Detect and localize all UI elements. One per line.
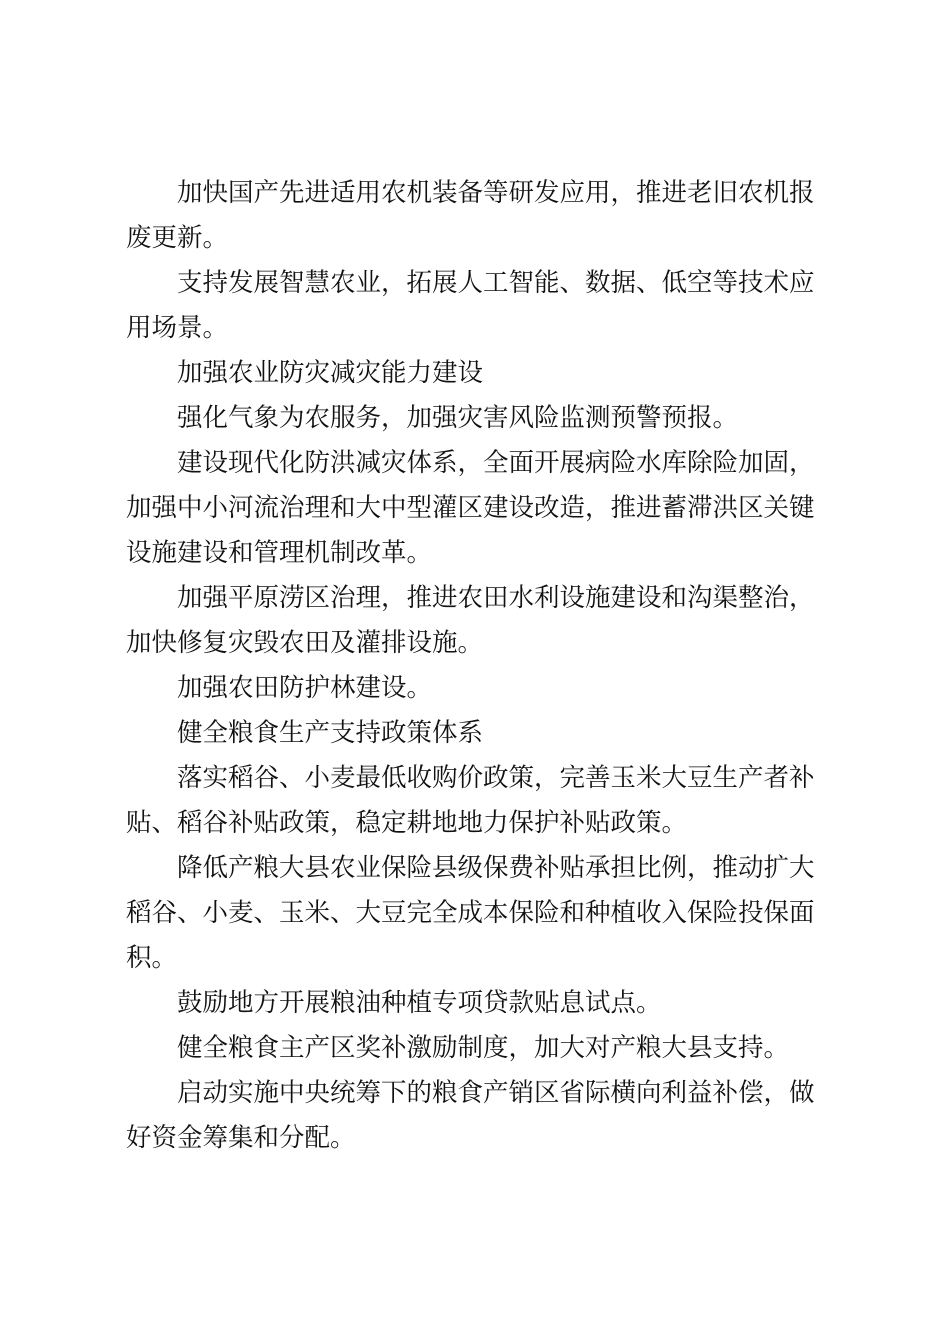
paragraph-incentive-system: 健全粮食主产区奖补激励制度，加大对产粮大县支持。 xyxy=(177,1033,790,1063)
paragraph-smart-agriculture: 支持发展智慧农业，拓展人工智能、数据、低空等技术应用场景。 xyxy=(126,268,815,343)
paragraph-waterlogging-control: 加强平原涝区治理，推进农田水利设施建设和沟渠整治，加快修复灾毁农田及灌排设施。 xyxy=(126,583,815,658)
paragraph-minimum-purchase-price: 落实稻谷、小麦最低收购价政策，完善玉米大豆生产者补贴、稻谷补贴政策，稳定耕地地力保护补贴政策。 xyxy=(126,763,815,838)
paragraph-interprovincial-compensation: 启动实施中央统筹下的粮食产销区省际横向利益补偿，做好资金筹集和分配。 xyxy=(126,1078,815,1153)
paragraph-flood-control: 建设现代化防洪减灾体系，全面开展病险水库除险加固，加强中小河流治理和大中型灌区建设改造，推进蓄滞洪区关键设施建设和管理机制改革。 xyxy=(126,448,815,568)
paragraph-agricultural-insurance: 降低产粮大县农业保险县级保费补贴承担比例，推动扩大稻谷、小麦、玉米、大豆完全成本保险和种植收入保险投保面积。 xyxy=(126,853,815,973)
paragraph-shelterbelt: 加强农田防护林建设。 xyxy=(177,673,433,703)
document-body xyxy=(126,171,822,1161)
section-heading-disaster-prevention: 加强农业防灾减灾能力建设 xyxy=(177,358,484,388)
paragraph-meteorological-service: 强化气象为农服务，加强灾害风险监测预警预报。 xyxy=(177,403,739,433)
paragraph-farm-machinery: 加快国产先进适用农机装备等研发应用，推进老旧农机报废更新。 xyxy=(126,178,815,253)
section-heading-grain-policy: 健全粮食生产支持政策体系 xyxy=(177,718,484,748)
paragraph-loan-subsidy: 鼓励地方开展粮油种植专项贷款贴息试点。 xyxy=(177,988,662,1018)
